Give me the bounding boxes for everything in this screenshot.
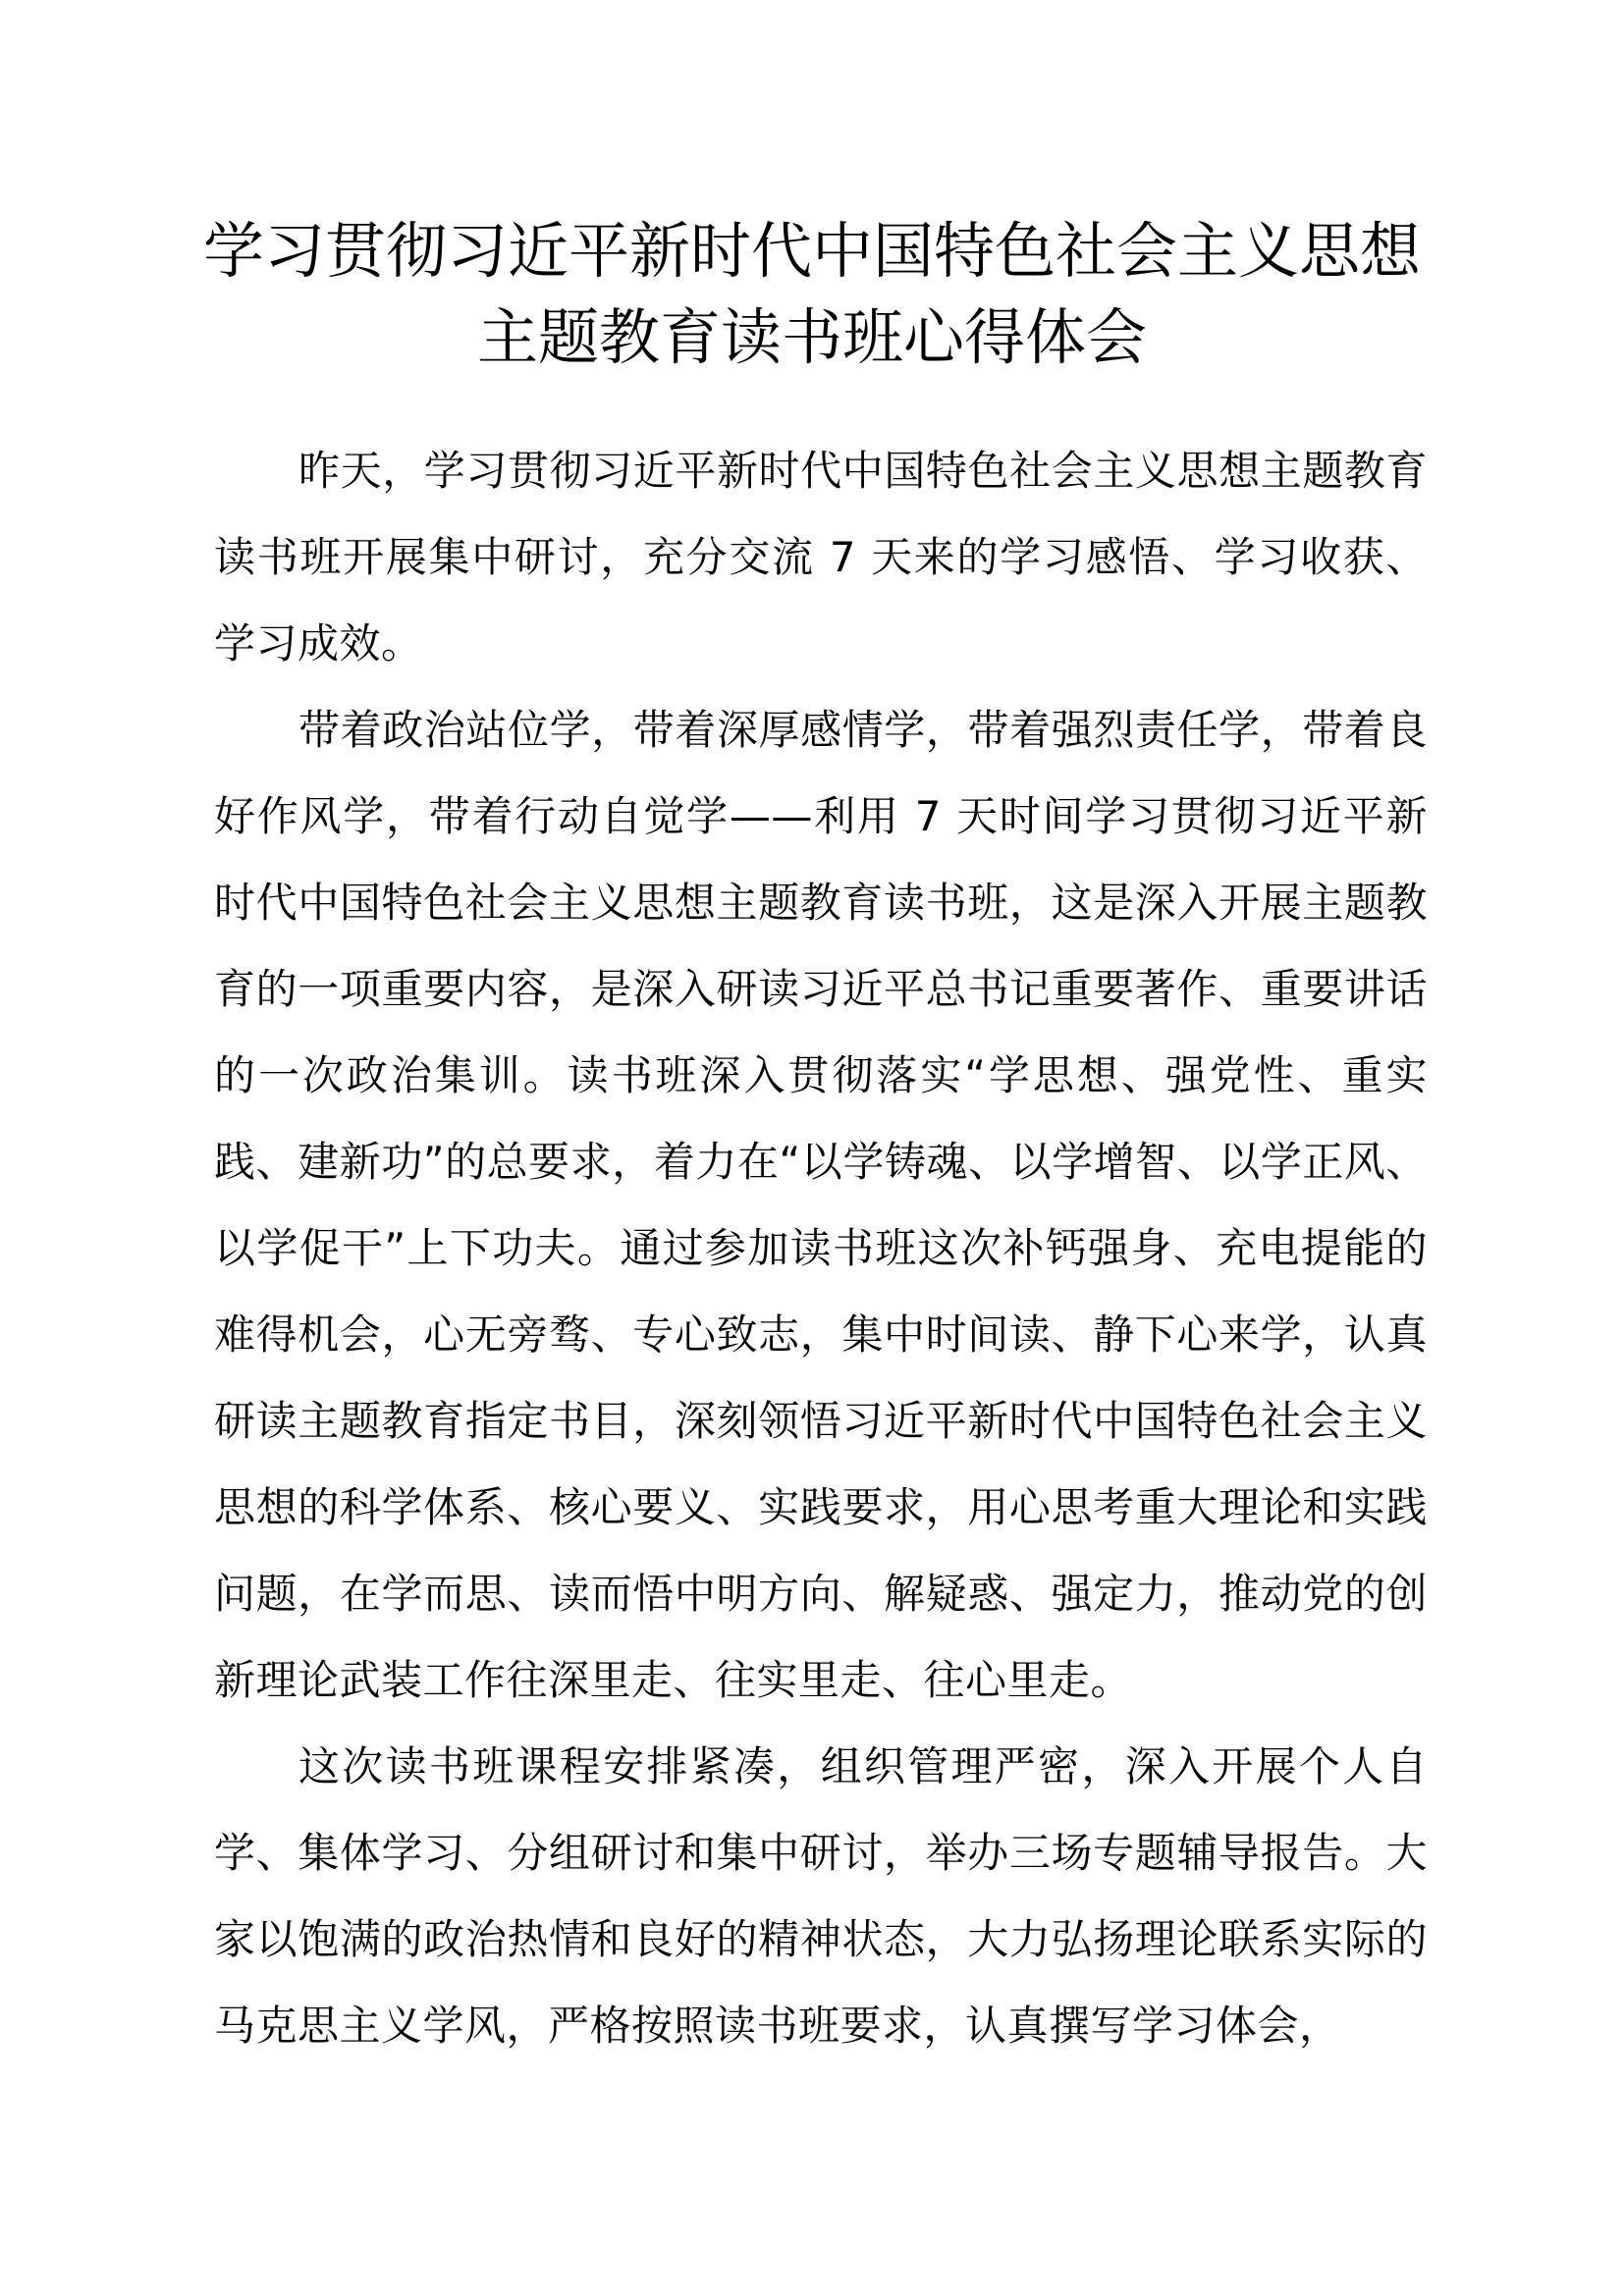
document-body (214, 428, 1428, 2069)
paragraph-2: 带着政治站位学，带着深厚感情学，带着强烈责任学，带着良好作风学，带着行动自觉学——利用 7 天时间学习贯彻习近平新时代中国特色社会主义思想主题教育读书班，这是深入开展主题教育的一项重要内容，是深入研读习近平总书记重要著作、重要讲话的一次政治集训。读书班深入贯彻落实“学思想、强党性、重实践、建新功”的总要求，着力在“以学铸魂、以学增智、以学正风、以学促干”上下功夫。通过参加读书班这次补钙强身、充电提能的难得机会，心无旁骛、专心致志，集中时间读、静下心来学，认真研读主题教育指定书目，深刻领悟习近平新时代中国特色社会主义思想的科学体系、核心要义、实践要求，用心思考重大理论和实践问题，在学而思、读而悟中明方向、解疑惑、强定力，推动党的创新理论武装工作往深里走、往实里走、往心里走。 (214, 706, 1428, 1704)
paragraph-3: 这次读书班课程安排紧凑，组织管理严密，深入开展个人自学、集体学习、分组研讨和集中研讨，举办三场专题辅导报告。大家以饱满的政治热情和良好的精神状态，大力弘扬理论联系实际的马克思主义学风，严格按照读书班要求，认真撰写学习体会， (214, 1742, 1428, 2050)
paragraph-1: 昨天，学习贯彻习近平新时代中国特色社会主义思想主题教育读书班开展集中研讨，充分交流 7 天来的学习感悟、学习收获、学习成效。 (214, 447, 1428, 667)
document-title: 学习贯彻习近平新时代中国特色社会主义思想主题教育读书班心得体会 (202, 215, 1421, 373)
